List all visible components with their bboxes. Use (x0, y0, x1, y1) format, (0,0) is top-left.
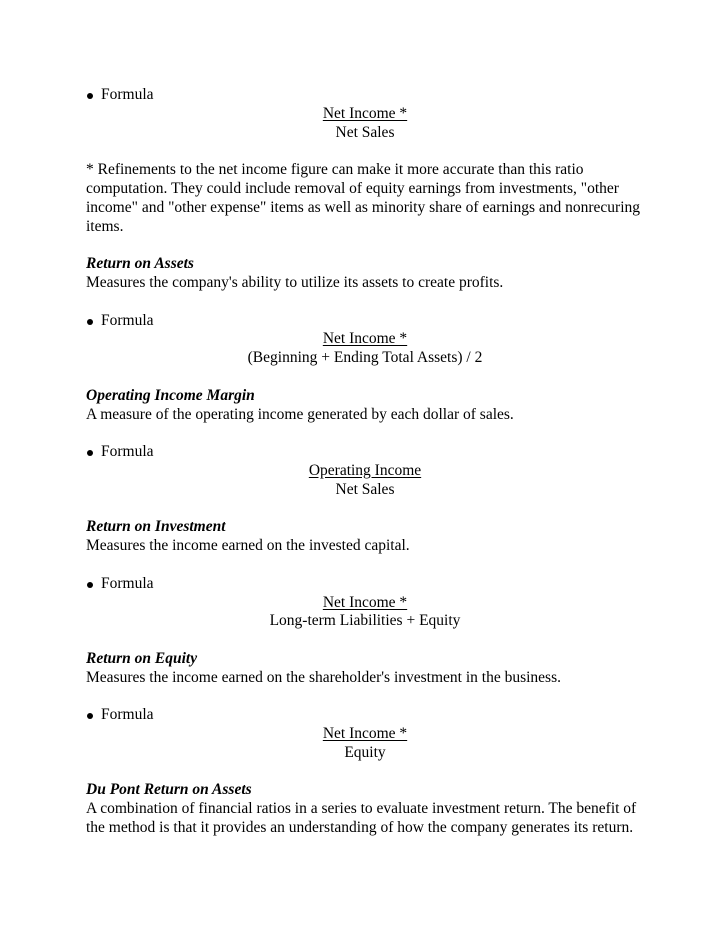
formula-bullet (86, 86, 646, 105)
section-heading-return-on-assets: Return on Assets (86, 255, 194, 273)
numerator-text: Net Income * (322, 104, 408, 122)
numerator-text: Net Income * (322, 725, 408, 743)
formula-label: Formula (101, 574, 154, 592)
formula-numerator (86, 330, 644, 349)
formula-label: Formula (101, 86, 154, 103)
numerator-text: Net Income * (322, 330, 408, 348)
bullet-icon (87, 582, 93, 588)
bullet-icon (87, 319, 93, 325)
section-heading-return-on-investment: Return on Investment (86, 518, 226, 536)
formula-denominator: Net Sales (335, 480, 395, 498)
section-heading-return-on-equity: Return on Equity (86, 649, 198, 667)
formula-denominator: Long-term Liabilities + Equity (269, 612, 461, 630)
formula-bullet (86, 312, 646, 331)
formula-numerator (86, 105, 644, 124)
formula-numerator (86, 462, 644, 481)
section-description: A combination of financial ratios in a series to evaluate investment return. The benefit of the method is that it provides an understanding of how the company generates its return. (86, 800, 637, 837)
document-page (86, 86, 646, 838)
section-description: Measures the income earned on the invested capital. (86, 537, 410, 555)
formula-bullet (86, 575, 646, 594)
section-description: A measure of the operating income generated by each dollar of sales. (86, 405, 514, 423)
section-description: Measures the income earned on the shareholder's investment in the business. (86, 668, 561, 686)
formula-bullet (86, 443, 646, 462)
formula-label: Formula (101, 311, 154, 329)
footnote-paragraph: * Refinements to the net income figure can make it more accurate than this ratio computation. They could include removal of equity earnings from investments, "other income" and "other expense" items as well as minority share of earnings and nonrecuring items. (86, 161, 640, 235)
section-description: Measures the company's ability to utilize its assets to create profits. (86, 273, 504, 291)
formula-bullet (86, 706, 646, 725)
numerator-text: Net Income * (322, 593, 408, 611)
bullet-icon (87, 713, 93, 719)
formula-numerator (86, 725, 644, 744)
formula-label: Formula (101, 706, 154, 724)
formula-denominator: Equity (344, 743, 386, 761)
bullet-icon (87, 450, 93, 456)
formula-denominator: (Beginning + Ending Total Assets) / 2 (247, 349, 483, 367)
section-heading-du-pont-return-on-assets: Du Pont Return on Assets (86, 781, 252, 799)
numerator-text: Operating Income (308, 461, 422, 479)
formula-numerator (86, 594, 644, 613)
section-heading-operating-income-margin: Operating Income Margin (86, 386, 255, 404)
formula-denominator: Net Sales (335, 123, 395, 141)
bullet-icon (87, 93, 93, 99)
formula-label: Formula (101, 443, 154, 461)
